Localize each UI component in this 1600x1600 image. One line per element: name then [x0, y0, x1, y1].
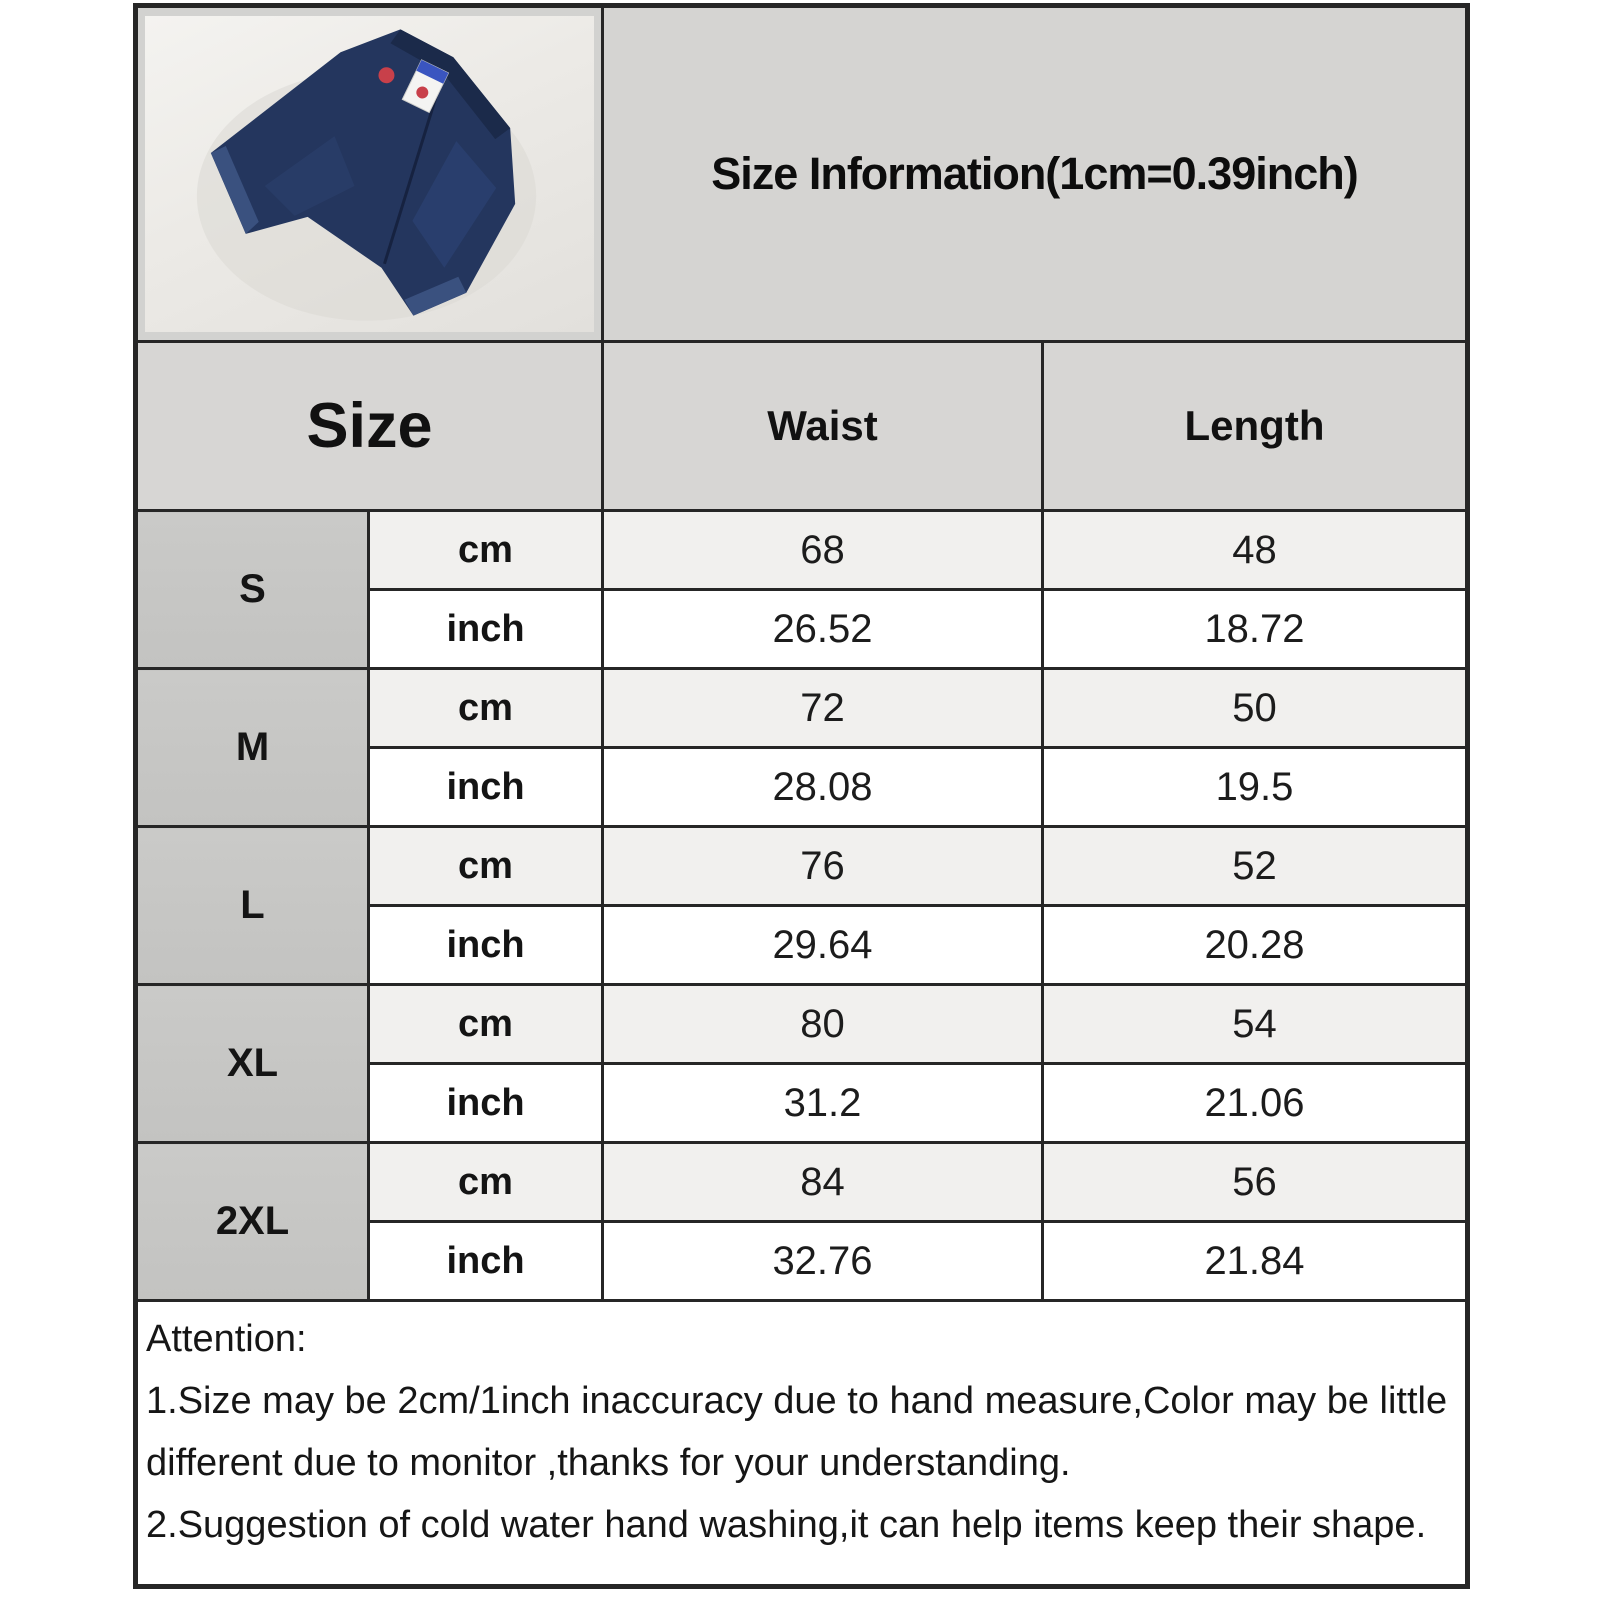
table-row	[136, 669, 1468, 748]
size-chart-table	[133, 3, 1470, 1589]
table-row	[136, 985, 1468, 1064]
size-label-l: L	[136, 827, 369, 985]
unit-label-inch: inch	[369, 1222, 603, 1301]
title-cell	[603, 6, 1468, 342]
size-label-2xl: 2XL	[136, 1143, 369, 1301]
table-row	[136, 511, 1468, 590]
size-label-xl: XL	[136, 985, 369, 1143]
attention-heading: Attention:	[146, 1318, 307, 1360]
attention-note-2: 2.Suggestion of cold water hand washing,it can help items keep their shape.	[146, 1504, 1427, 1546]
table-row	[136, 1143, 1468, 1222]
header-row	[136, 342, 1468, 511]
unit-label-cm: cm	[369, 511, 603, 590]
value-l-cm-length: 52	[1043, 827, 1468, 906]
top-row	[136, 6, 1468, 342]
attention-row	[136, 1301, 1468, 1587]
value-xl-inch-waist: 31.2	[603, 1064, 1043, 1143]
unit-label-inch: inch	[369, 1064, 603, 1143]
value-s-cm-waist: 68	[603, 511, 1043, 590]
attention-note-1: 1.Size may be 2cm/1inch inaccuracy due to hand measure,Color may be little	[146, 1380, 1448, 1422]
value-2xl-inch-waist: 32.76	[603, 1222, 1043, 1301]
unit-label-inch: inch	[369, 906, 603, 985]
unit-label-cm: cm	[369, 1143, 603, 1222]
value-m-inch-waist: 28.08	[603, 748, 1043, 827]
value-s-inch-length: 18.72	[1043, 590, 1468, 669]
denim-shorts-illustration	[145, 16, 594, 332]
unit-label-cm: cm	[369, 827, 603, 906]
value-s-inch-waist: 26.52	[603, 590, 1043, 669]
value-2xl-inch-length: 21.84	[1043, 1222, 1468, 1301]
value-xl-inch-length: 21.06	[1043, 1064, 1468, 1143]
unit-label-cm: cm	[369, 985, 603, 1064]
value-2xl-cm-length: 56	[1043, 1143, 1468, 1222]
product-photo	[145, 16, 594, 332]
value-m-cm-length: 50	[1043, 669, 1468, 748]
unit-label-inch: inch	[369, 748, 603, 827]
column-header-size: Size	[136, 342, 603, 511]
page-title: Size Information(1cm=0.39inch)	[711, 148, 1358, 199]
size-label-m: M	[136, 669, 369, 827]
value-s-cm-length: 48	[1043, 511, 1468, 590]
tag-string-bead	[378, 67, 394, 83]
column-header-length: Length	[1043, 342, 1468, 511]
table-row	[136, 827, 1468, 906]
value-l-cm-waist: 76	[603, 827, 1043, 906]
value-2xl-cm-waist: 84	[603, 1143, 1043, 1222]
attention-cell	[136, 1301, 1468, 1587]
value-m-inch-length: 19.5	[1043, 748, 1468, 827]
product-photo-cell	[136, 6, 603, 342]
column-header-waist: Waist	[603, 342, 1043, 511]
value-l-inch-length: 20.28	[1043, 906, 1468, 985]
value-xl-cm-length: 54	[1043, 985, 1468, 1064]
unit-label-cm: cm	[369, 669, 603, 748]
attention-note-1-cont: different due to monitor ,thanks for your understanding.	[146, 1442, 1071, 1484]
size-label-s: S	[136, 511, 369, 669]
value-m-cm-waist: 72	[603, 669, 1043, 748]
value-l-inch-waist: 29.64	[603, 906, 1043, 985]
value-xl-cm-waist: 80	[603, 985, 1043, 1064]
unit-label-inch: inch	[369, 590, 603, 669]
